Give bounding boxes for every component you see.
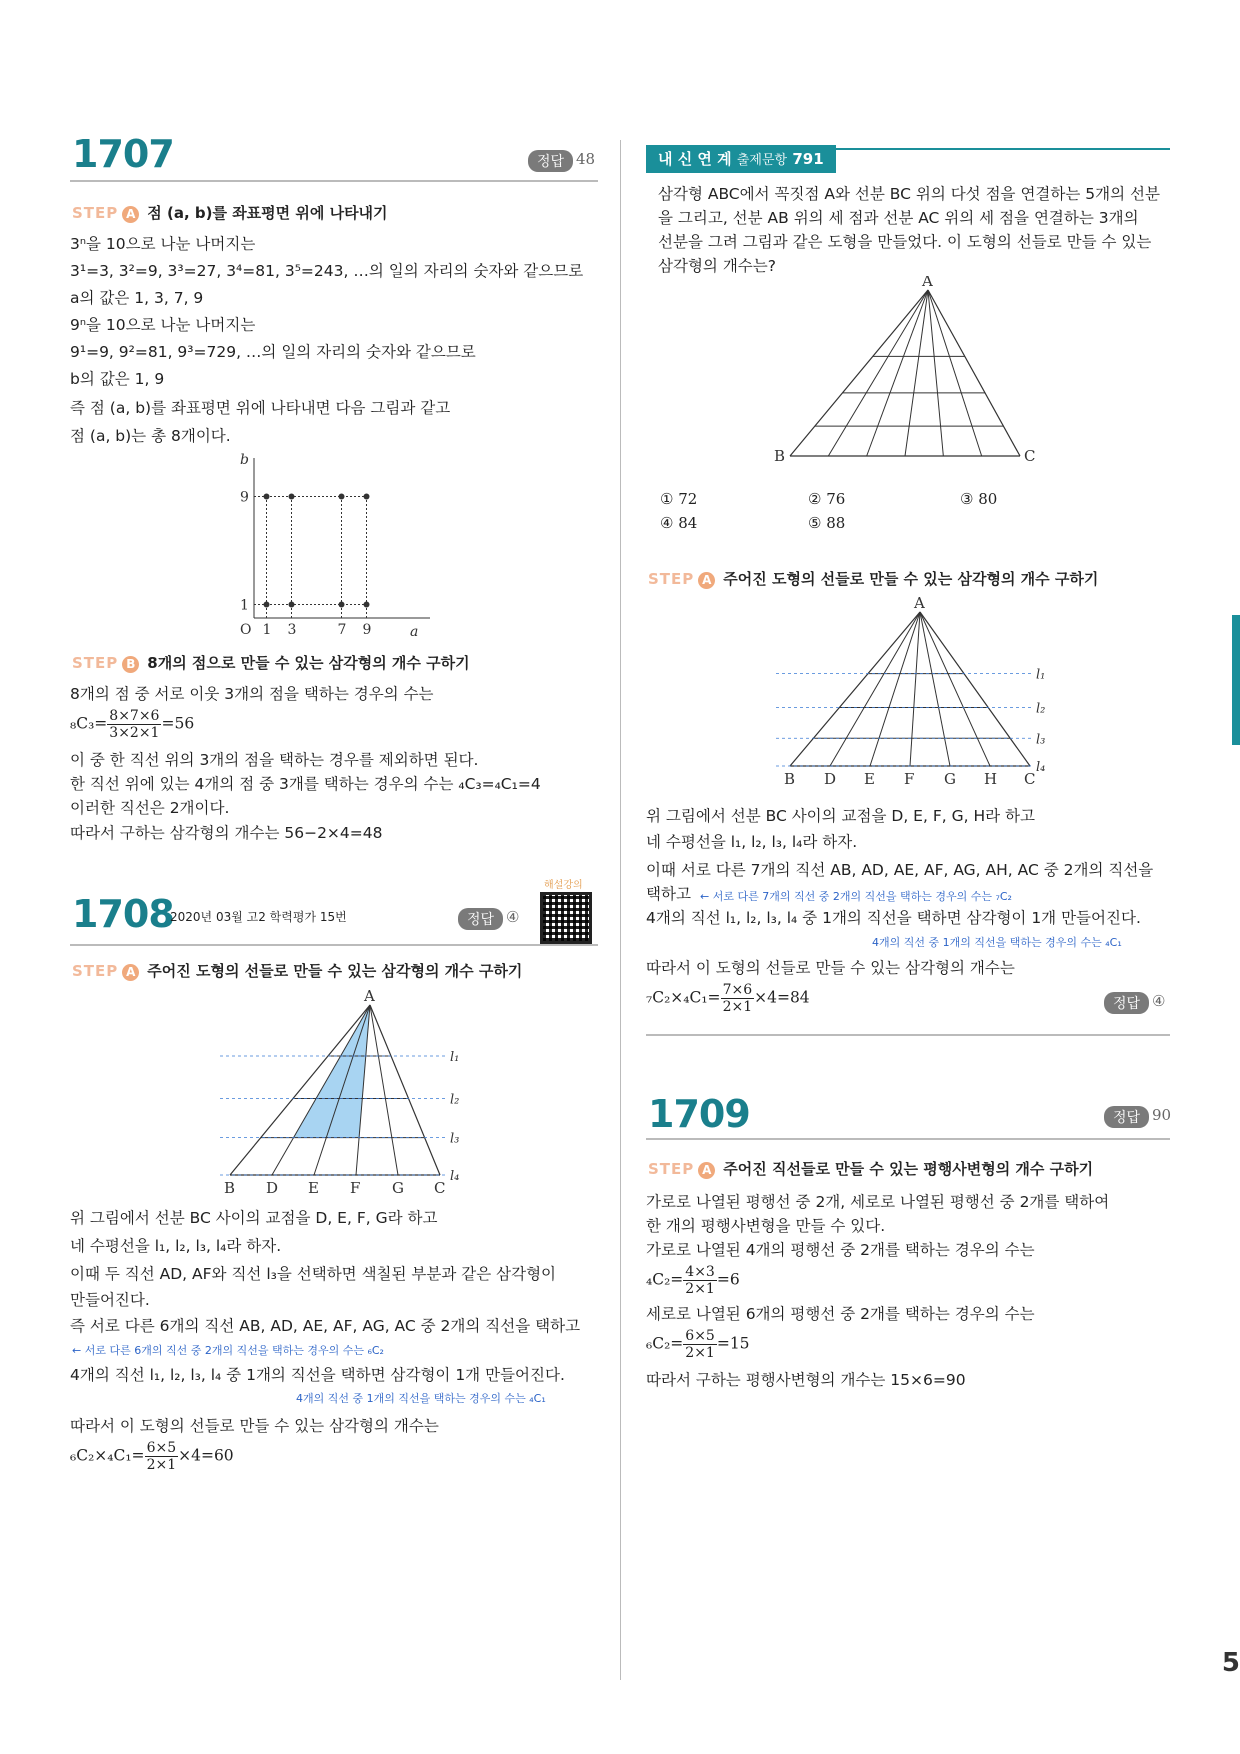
line-label: l₃ [450,1131,460,1147]
text-line: 위 그림에서 선분 BC 사이의 교점을 D, E, F, G, H라 하고 [646,807,1035,825]
answer-badge: 정답 [528,150,573,172]
fan-line [920,612,990,766]
data-point [264,602,270,608]
text-line: 가로로 나열된 평행선 중 2개, 세로로 나열된 평행선 중 2개를 택하여 [646,1193,1110,1211]
text-line: 따라서 구하는 삼각형의 개수는 56−2×4=48 [70,824,383,842]
data-point [264,494,270,500]
text-line: 9ⁿ을 10으로 나눈 나머지는 [70,316,256,334]
text-line: 8개의 점 중 서로 이웃 3개의 점을 택하는 경우의 수는 [70,685,434,703]
vertex-label: C [1024,770,1036,788]
text-line: 3ⁿ을 10으로 나눈 나머지는 [70,235,256,253]
divider [70,944,598,946]
text-line: 세로로 나열된 6개의 평행선 중 2개를 택하는 경우의 수는 [646,1305,1035,1323]
source-label: 2020년 03월 고2 학력평가 15번 [170,910,347,924]
answer-value: ④ [1152,992,1166,1010]
text-line: 따라서 구하는 평행사변형의 개수는 15×6=90 [646,1371,966,1389]
choice-3[interactable]: ③ 80 [960,490,998,508]
vertex-label: H [984,770,998,788]
axis-label-a: a [410,624,419,640]
side-line [370,1005,440,1175]
text-line: 따라서 이 도형의 선들로 만들 수 있는 삼각형의 개수는 [70,1417,439,1435]
step-heading: STEP A 점 (a, b)를 좌표평면 위에 나타내기 [72,204,388,222]
fan-line [370,1005,398,1175]
vertex-label: A [922,276,933,290]
coordinate-plot [240,450,440,640]
tick-label: 7 [337,622,347,638]
tick-label: 1 [240,597,249,614]
question-line: 삼각형의 개수는? [658,257,776,275]
side-line [790,612,920,766]
side-line [920,612,1030,766]
text-line: 즉 점 (a, b)를 좌표평면 위에 나타내면 다음 그림과 같고 [70,399,451,417]
data-point [364,494,370,500]
tick-label: 1 [262,622,272,638]
origin-label: O [240,622,252,638]
line-label: l₂ [450,1092,460,1108]
answer-value: 90 [1152,1106,1172,1124]
fan-line [867,290,928,456]
text-line: b의 값은 1, 9 [70,370,165,388]
text-line: 위 그림에서 선분 BC 사이의 교점을 D, E, F, G라 하고 [70,1209,438,1227]
ref-header: 내 신 연 계 출제문항 791 [646,145,836,173]
text-line: 가로로 나열된 4개의 평행선 중 2개를 택하는 경우의 수는 [646,1241,1035,1259]
vertex-label: G [392,1179,404,1195]
data-point [364,602,370,608]
answer-badge: 정답 [1104,1106,1149,1128]
triangle-figure [770,596,1060,796]
question-line: 선분을 그려 그림과 같은 도형을 만들었다. 이 도형의 선들로 만들 수 있는 [658,233,1152,251]
vertex-label: B [774,447,786,465]
annotation-note: ← 서로 다른 7개의 직선 중 2개의 직선을 택하는 경우의 수는 ₇C₂ [700,890,1012,903]
column-divider [620,140,621,1680]
text-line: 네 수평선을 l₁, l₂, l₃, l₄라 하자. [70,1237,282,1255]
formula: ₈C₃= $\frac{8\times 7\times 6}{3\times 2\times 1}$ =56 [70,708,195,741]
side-line [790,290,928,456]
text-line: 4개의 직선 l₁, l₂, l₃, l₄ 중 1개의 직선을 택하면 삼각형이 1개 만들어진다. [70,1366,565,1384]
question-line: 을 그리고, 선분 AB 위의 세 점과 선분 AC 위의 세 점을 연결하는 3개의 [658,209,1139,227]
data-point [289,602,295,608]
vertex-label: C [1024,447,1036,465]
vertex-label: A [914,596,925,612]
line-label: l₂ [1036,701,1046,717]
text-line: 한 직선 위에 있는 4개의 점 중 3개를 택하는 경우의 수는 ₄C₃=₄C₁=4 [70,775,541,793]
annotation-note: 4개의 직선 중 1개의 직선을 택하는 경우의 수는 ₄C₁ [872,936,1122,949]
vertex-label: B [784,770,796,788]
page-number: 5 [1221,1648,1240,1678]
tick-label: 3 [287,622,297,638]
tick-label: 9 [362,622,372,638]
answer-badge: 정답 [458,908,503,930]
qr-code[interactable] [540,892,592,944]
text-line: 만들어진다. [70,1291,150,1309]
choice-5[interactable]: ⑤ 88 [808,514,846,532]
formula: ₇C₂×₄C₁= $\frac{7\times 6}{2\times 1}$ ×4=84 [646,982,810,1015]
text-line: 이 중 한 직선 위의 3개의 점을 택하는 경우를 제외하면 된다. [70,751,479,769]
line-label: l₄ [1036,760,1046,775]
fan-line [828,290,928,456]
axis-label-b: b [240,452,249,468]
divider [646,148,1170,150]
text-line: 점 (a, b)는 총 8개이다. [70,427,231,445]
choice-2[interactable]: ② 76 [808,490,846,508]
triangle-figure [770,276,1050,472]
data-point [339,602,345,608]
side-tab [1232,615,1240,745]
line-label: l₁ [1036,667,1046,683]
text-line: 이때 두 직선 AD, AF와 직선 l₃을 선택하면 색칠된 부분과 같은 삼각형이 [70,1265,557,1283]
vertex-label: E [308,1179,319,1195]
divider [70,180,598,182]
text-line: 이때 서로 다른 7개의 직선 AB, AD, AE, AF, AG, AH, AC 중 2개의 직선을 [646,861,1154,879]
text-line: 한 개의 평행사변형을 만들 수 있다. [646,1217,886,1235]
data-point [289,494,295,500]
fan-line [830,612,920,766]
divider [646,1034,1170,1036]
text-line: 3¹=3, 3²=9, 3³=27, 3⁴=81, 3⁵=243, …의 일의 자리의 숫자와 같으므로 [70,262,584,280]
answer-value: ④ [506,908,520,926]
qr-label: 해설강의 [544,880,583,891]
vertex-label: F [350,1179,361,1195]
answer-badge: 정답 [1104,992,1149,1014]
text-line: 이러한 직선은 2개이다. [70,799,230,817]
text-line: 네 수평선을 l₁, l₂, l₃, l₄라 하자. [646,833,858,851]
line-label: l₃ [1036,732,1046,748]
data-point [339,494,345,500]
vertex-label: D [266,1179,279,1195]
vertex-label: A [364,987,375,1005]
problem-number: 1709 [648,1092,750,1136]
vertex-label: D [824,770,837,788]
choice-4[interactable]: ④ 84 [660,514,698,532]
vertex-label: E [864,770,875,788]
vertex-label: C [434,1179,446,1195]
line-label: l₄ [450,1169,460,1184]
tick-label: 9 [240,489,249,506]
formula: ₄C₂= $\frac{4\times 3}{2\times 1}$ =6 [646,1264,740,1297]
step-heading: STEP A 주어진 도형의 선들로 만들 수 있는 삼각형의 개수 구하기 [72,962,523,980]
fan-line [920,612,950,766]
question-line: 삼각형 ABC에서 꼭짓점 A와 선분 BC 위의 다섯 점을 연결하는 5개의 선분 [658,185,1160,203]
line-label: l₁ [450,1050,460,1065]
fan-line [870,612,920,766]
step-heading: STEP A 주어진 도형의 선들로 만들 수 있는 삼각형의 개수 구하기 [648,570,1099,588]
choice-1[interactable]: ① 72 [660,490,698,508]
step-heading: STEP A 주어진 직선들로 만들 수 있는 평행사변형의 개수 구하기 [648,1160,1094,1178]
text-line: 4개의 직선 l₁, l₂, l₃, l₄ 중 1개의 직선을 택하면 삼각형이 1개 만들어진다. [646,909,1141,927]
vertex-label: G [944,770,956,788]
vertex-label: B [224,1179,236,1195]
formula: ₆C₂×₄C₁= $\frac{6\times 5}{2\times 1}$ ×4=60 [70,1440,234,1473]
problem-number: 1707 [72,132,174,176]
vertex-label: F [904,770,915,788]
problem-number: 1708 [72,892,174,936]
formula: ₆C₂= $\frac{6\times 5}{2\times 1}$ =15 [646,1328,750,1361]
fan-line [910,612,920,766]
annotation-note: ← 서로 다른 6개의 직선 중 2개의 직선을 택하는 경우의 수는 ₆C₂ [72,1344,384,1357]
text-line: 9¹=9, 9²=81, 9³=729, …의 일의 자리의 숫자와 같으므로 [70,343,476,361]
annotation-note: 4개의 직선 중 1개의 직선을 택하는 경우의 수는 ₄C₁ [296,1392,546,1405]
text-line: a의 값은 1, 3, 7, 9 [70,289,204,307]
text-line: 따라서 이 도형의 선들로 만들 수 있는 삼각형의 개수는 [646,959,1015,977]
text-line: 즉 서로 다른 6개의 직선 AB, AD, AE, AF, AG, AC 중 2개의 직선을 택하고 [70,1317,581,1335]
fan-line [905,290,928,456]
answer-value: 48 [576,150,596,168]
step-heading: STEP B 8개의 점으로 만들 수 있는 삼각형의 개수 구하기 [72,654,470,672]
divider [646,1138,1170,1140]
text-line: 택하고 [646,885,691,903]
triangle-figure [210,985,470,1195]
